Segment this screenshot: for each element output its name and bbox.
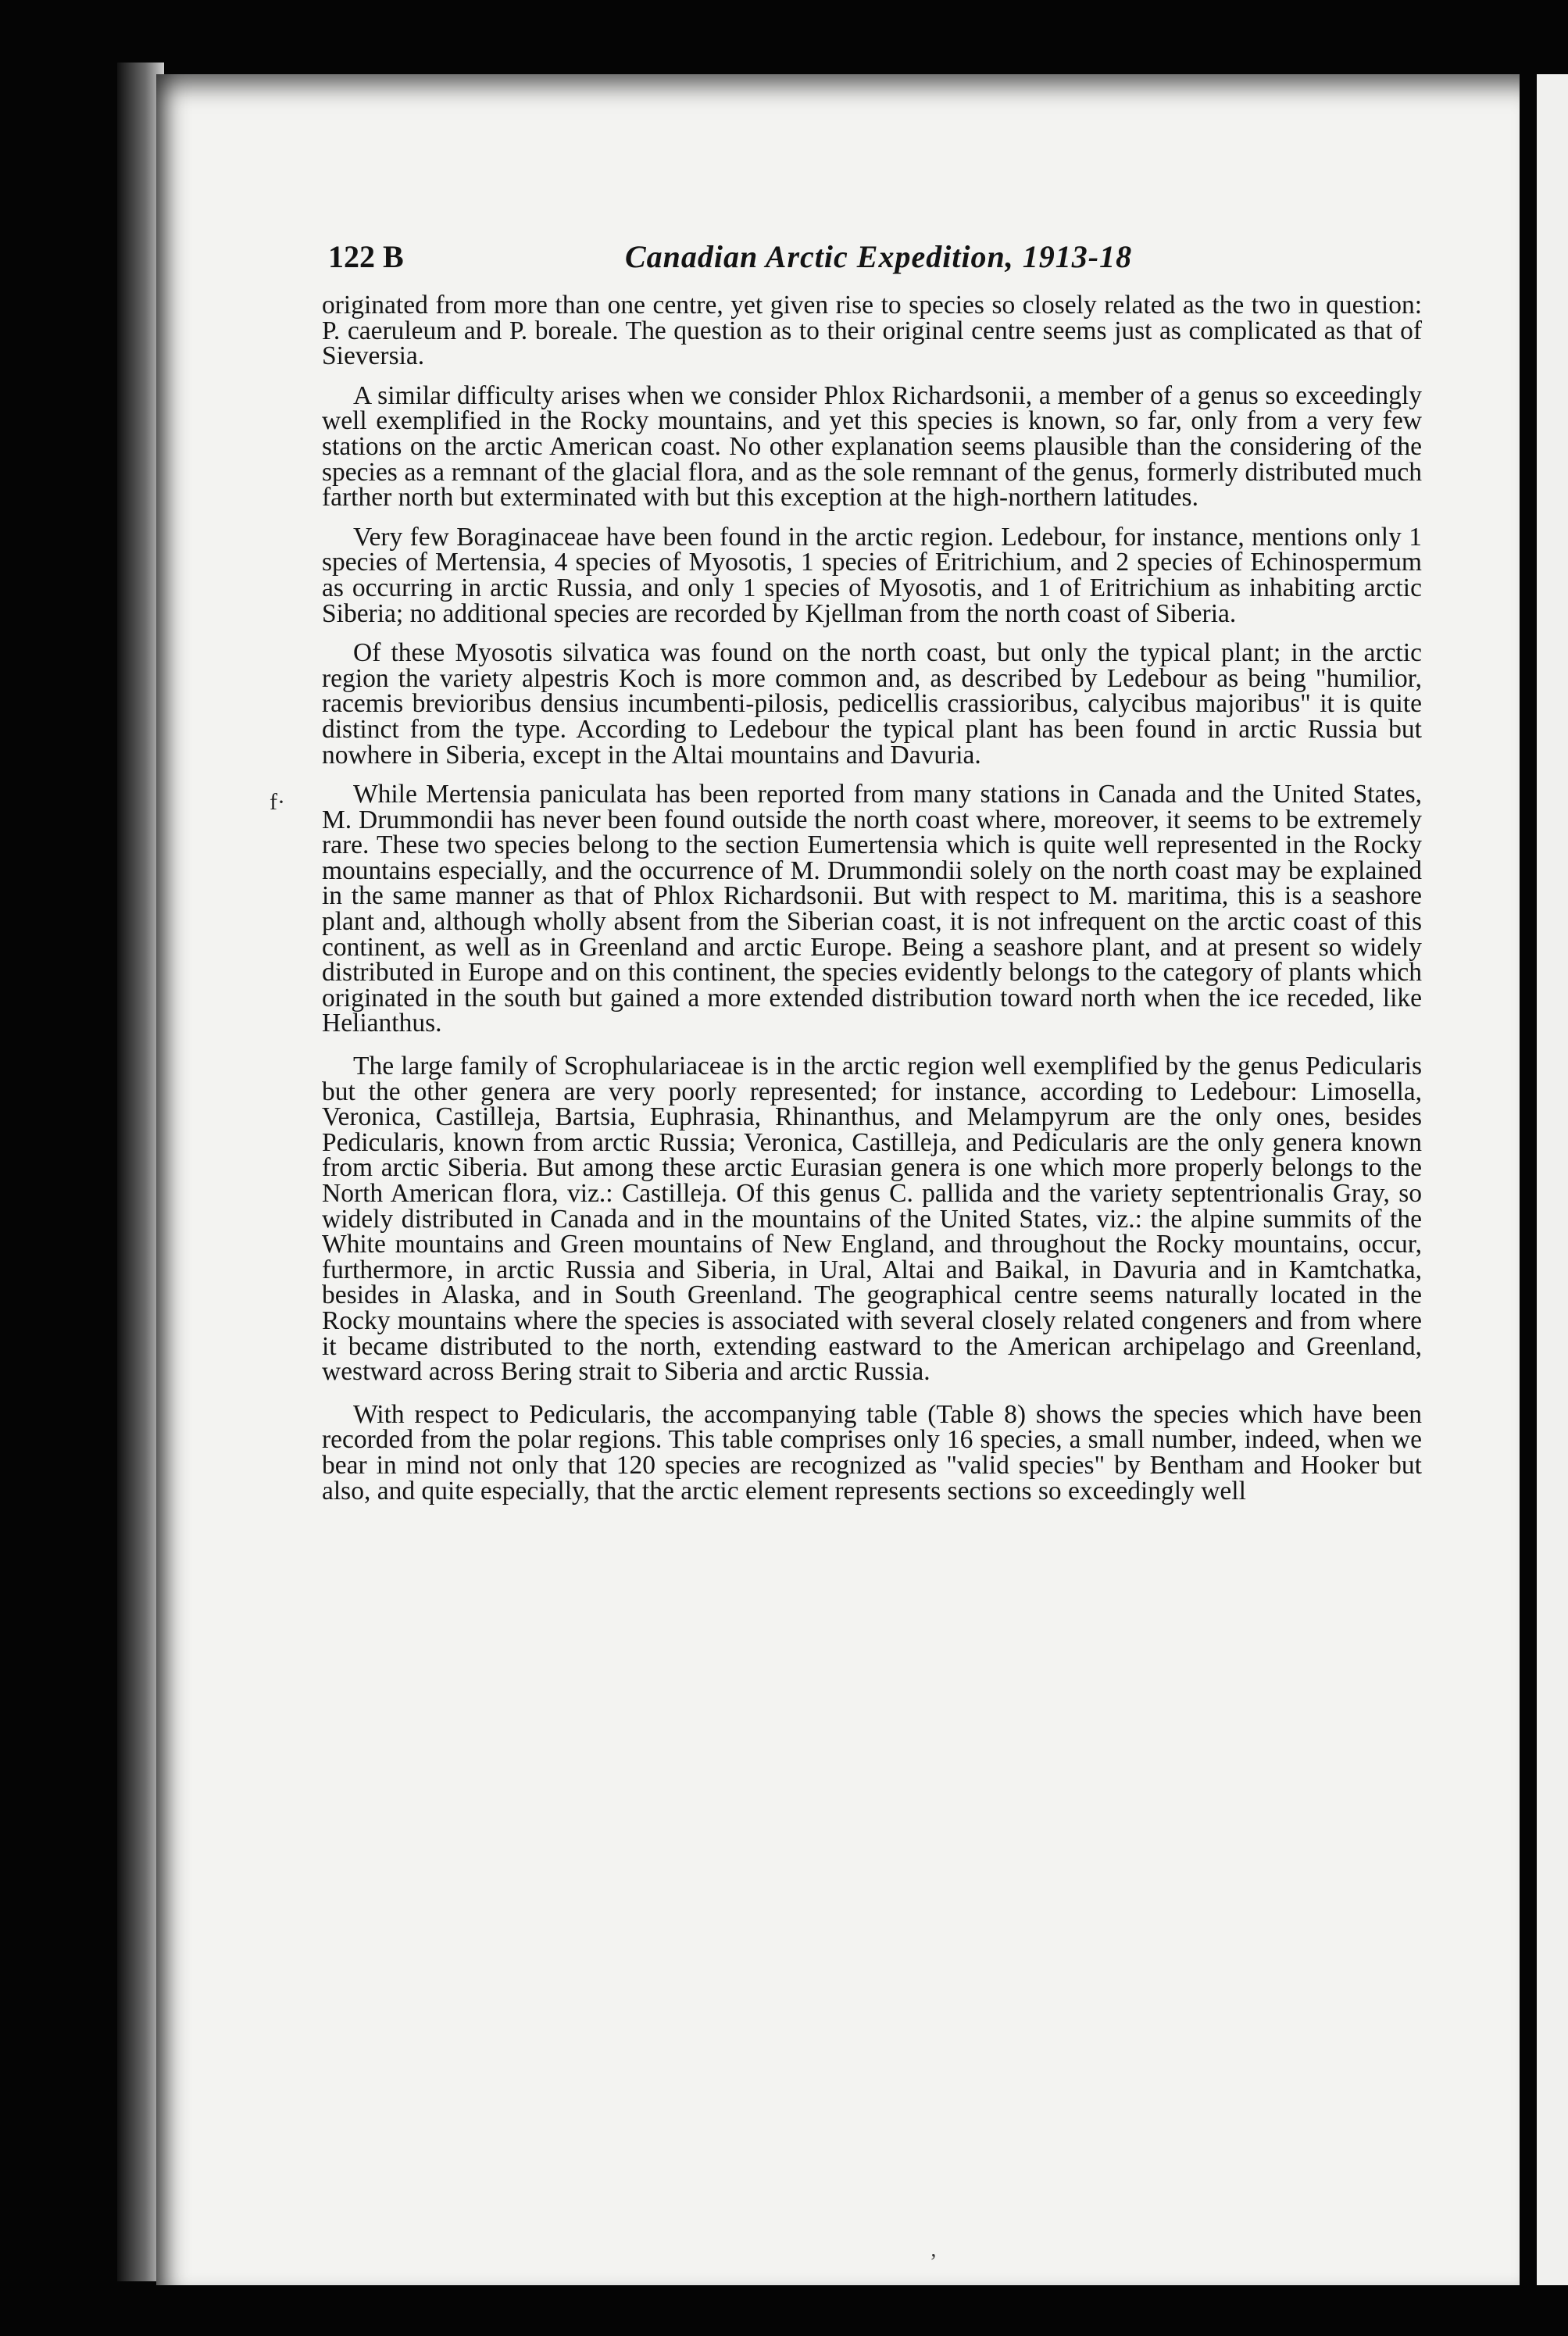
page-number: 122 B bbox=[328, 239, 404, 274]
paragraph: A similar difficulty arises when we consider Phlox Richardsonii, a member of a genus so exceedingly well exemplified in the Rocky mountains, and yet this species is known, so far, only from a very few stations on the arctic American coast. No other explanation seems plausible than the considering of the species as a remnant of the glacial flora, and as the sole remnant of the genus, formerly distributed much farther north but exterminated with but this exception at the high-northern latitudes. bbox=[322, 380, 1422, 513]
margin-mark: f· bbox=[270, 789, 285, 815]
body-text bbox=[322, 293, 1422, 1518]
paragraph: Of these Myosotis silvatica was found on the north coast, but only the typical plant; in the arctic region the variety alpestris Koch is more common and, as described by Ledebour as being "humilior, racemis brevioribus densius incumbenti-pilosis, pedicellis crassioribus, calycibus majoribus" it is quite distinct from the type. According to Ledebour the typical plant has been found in arctic Russia but nowhere in Siberia, except in the Altai mountains and Davuria. bbox=[322, 638, 1422, 770]
page-header bbox=[328, 238, 1422, 277]
paragraph: originated from more than one centre, yet given rise to species so closely related as the two in question: P. caeruleum and P. boreale. The question as to their original centre seems just as complicated as that of Sieversia. bbox=[322, 291, 1422, 371]
paragraph: The large family of Scrophulariaceae is in the arctic region well exemplified by the genus Pedicularis but the other genera are very poorly represented; for instance, according to Ledebour: Limosella, Veronica, Castilleja, Bartsia, Euphrasia, Rhinanthus, and Melampyrum are the only ones, besides Pedicularis, known from arctic Russia; Veronica, Castilleja, and Pedicularis are the only genera known from arctic Siberia. But among these arctic Eurasian genera is one which more properly belongs to the North American flora, viz.: Castilleja. Of this genus C. pallida and the variety septentrionalis Gray, so widely distributed in Canada and in the mountains of the United States, viz.: the alpine summits of the White mountains and Green mountains of New England, and throughout the Rocky mountains, occur, furthermore, in arctic Russia and Siberia, in Ural, Altai and Baikal, in Davuria and in Kamtchatka, besides in Alaska, and in South Greenland. The geographical centre seems naturally located in the Rocky mountains where the species is associated with several closely related congeners and from where it became distributed to the north, extending eastward to the American archipelago and Greenland, westward across Bering strait to Siberia and arctic Russia. bbox=[322, 1052, 1422, 1387]
paragraph: While Mertensia paniculata has been reported from many stations in Canada and the United States, M. Drummondii has never been found outside the north coast where, moreover, it seems to be extremely rare. These two species belong to the section Eumertensia which is quite well represented in the Rocky mountains especially, and the occurrence of M. Drummondii solely on the north coast may be explained in the same manner as that of Phlox Richardsonii. But with respect to M. maritima, this is a seashore plant and, although wholly absent from the Siberian coast, it is not infrequent on the arctic coast of this continent, as well as in Greenland and arctic Europe. Being a seashore plant, and at present so widely distributed in Europe and on this continent, the species evidently belongs to the category of plants which originated in the south but gained a more extended distribution toward north when the ice receded, like Helianthus. bbox=[322, 780, 1422, 1038]
scan-speck: ʼ bbox=[930, 2250, 938, 2274]
running-title: Canadian Arctic Expedition, 1913-18 bbox=[625, 239, 1133, 274]
paragraph: With respect to Pedicularis, the accompanying table (Table 8) shows the species which have been recorded from the polar regions. This table comprises only 16 species, a small number, indeed, when we bear in mind not only that 120 species are recognized as "valid species" by Bentham and Hooker but also, and quite especially, that the arctic element represents sections so exceedingly well bbox=[322, 1399, 1422, 1506]
paragraph: Very few Boraginaceae have been found in the arctic region. Ledebour, for instance, mentions only 1 species of Mertensia, 4 species of Myosotis, 1 species of Eritrichium, and 2 species of Echinospermum as occurring in arctic Russia, and only 1 species of Myosotis, and 1 of Eritrichium as inhabiting arctic Siberia; no additional species are recorded by Kjellman from the north coast of Siberia. bbox=[322, 522, 1422, 628]
adjacent-page-edge bbox=[1537, 74, 1568, 2285]
